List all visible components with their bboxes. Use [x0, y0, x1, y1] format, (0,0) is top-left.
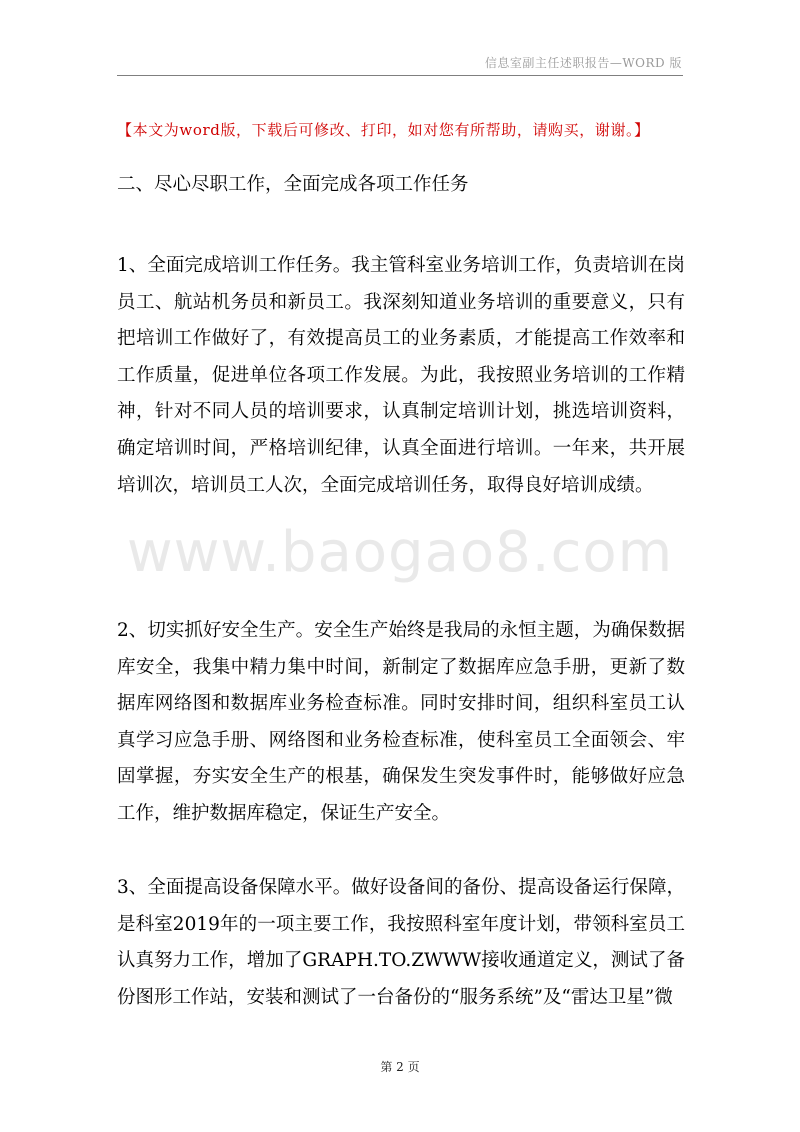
paragraph-training: 1、全面完成培训工作任务。我主管科室业务培训工作，负责培训在岗员工、航站机务员和新员工。我深刻知道业务培训的重要意义，只有把培训工作做好了，有效提高员工的业务素质，才能提高工作效率和工作质量，促进单位各项工作发展。为此，我按照业务培训的工作精神，针对不同人员的培训要求，认真制定培训计划，挑选培训资料，确定培训时间，严格培训纪律，认真全面进行培训。一年来，共开展培训次，培训员工人次，全面完成培训任务，取得良好培训成绩。 — [117, 255, 685, 496]
watermark-text: www.baogao8.com — [126, 520, 674, 585]
header-divider — [117, 75, 683, 76]
section-heading: 二、尽心尽职工作，全面完成各项工作任务 — [117, 174, 469, 195]
purchase-notice: 【本文为word版，下载后可修改、打印，如对您有所帮助，请购买，谢谢。】 — [117, 121, 650, 139]
paragraph-equipment: 3、全面提高设备保障水平。做好设备间的备份、提高设备运行保障，是科室2019年的一项主要工作，我按照科室年度计划，带领科室员工认真努力工作，增加了GRAPH.TO.ZWWW接收通道定义，测试了备份图形工作站，安装和测试了一台备份的“服务系统”及“雷达卫星”微 — [117, 877, 685, 1008]
paragraph-safety: 2、切实抓好安全生产。安全生产始终是我局的永恒主题，为确保数据库安全，我集中精力集中时间，新制定了数据库应急手册，更新了数据库网络图和数据库业务检查标准。同时安排时间，组织科室员工认真学习应急手册、网络图和业务检查标准，使科室员工全面领会、牢固掌握，夯实安全生产的根基，确保发生突发事件时，能够做好应急工作，维护数据库稳定，保证生产安全。 — [117, 620, 685, 824]
page-number: 第 2 页 — [380, 1060, 420, 1074]
page-header-title: 信息室副主任述职报告—WORD 版 — [484, 56, 682, 70]
